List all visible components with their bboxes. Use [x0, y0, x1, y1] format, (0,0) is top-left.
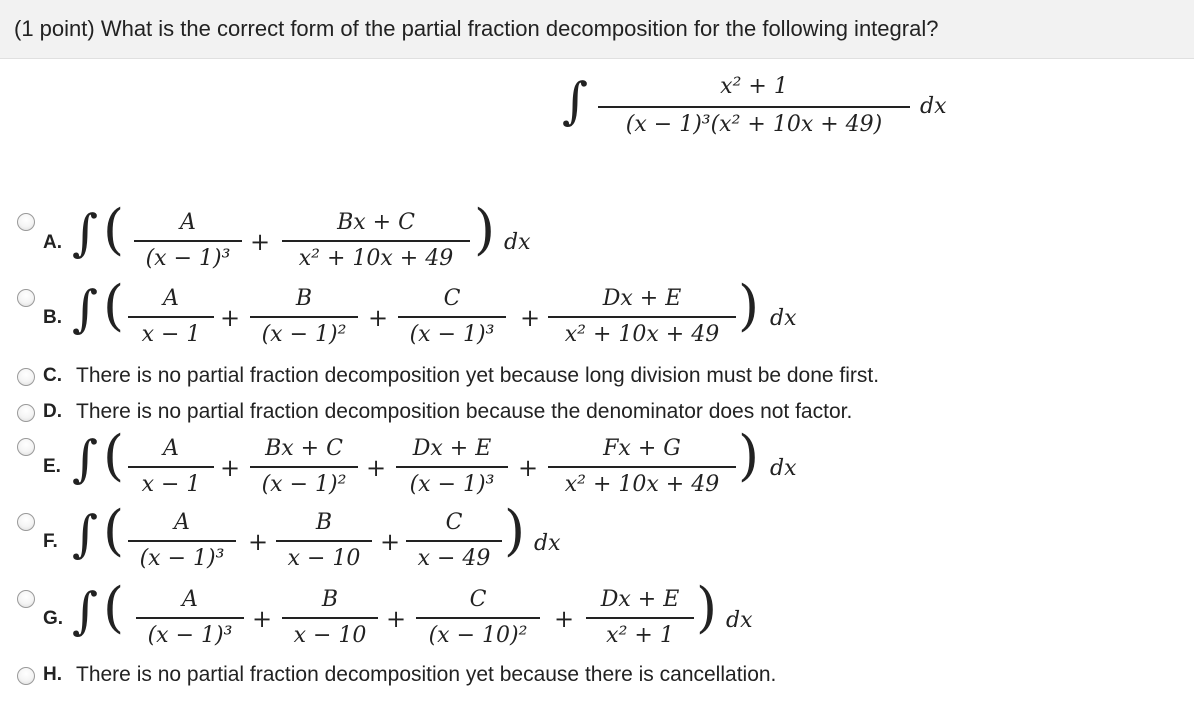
integral-sign: ∫ — [72, 582, 99, 640]
right-paren: ) — [738, 424, 760, 487]
option-g-term-4: Dx + E x² + 1 — [586, 585, 694, 655]
option-e-letter: E. — [43, 456, 61, 477]
integral-sign: ∫ — [72, 505, 99, 563]
option-g-letter: G. — [43, 608, 64, 629]
main-numerator: x² + 1 — [720, 74, 788, 99]
radio-option-b[interactable] — [17, 289, 35, 307]
option-h-letter: H. — [43, 664, 62, 685]
option-b-dx: dx — [770, 306, 797, 331]
option-f-term-2: B x − 10 — [276, 508, 372, 578]
left-paren: ( — [103, 424, 125, 487]
option-e-term-3: Dx + E (x − 1)³ — [396, 434, 508, 504]
option-e-term-1: A x − 1 — [128, 434, 214, 504]
main-denominator: (x − 1)³(x² + 10x + 49) — [625, 112, 883, 137]
option-b-term-1: A x − 1 — [128, 284, 214, 354]
main-dx: dx — [920, 94, 947, 119]
option-h-text: There is no partial fraction decomposition yet because there is cancellation. — [76, 663, 777, 686]
right-paren: ) — [474, 198, 496, 261]
plus-sign: + — [250, 228, 271, 256]
plus-sign: + — [220, 304, 241, 332]
radio-option-f[interactable] — [17, 513, 35, 531]
plus-sign: + — [518, 454, 539, 482]
option-c-letter: C. — [43, 365, 62, 386]
radio-option-d[interactable] — [17, 404, 35, 422]
plus-sign: + — [366, 454, 387, 482]
radio-option-h[interactable] — [17, 667, 35, 685]
option-b-term-2: B (x − 1)² — [250, 284, 358, 354]
plus-sign: + — [368, 304, 389, 332]
integral-sign: ∫ — [72, 430, 99, 488]
plus-sign: + — [554, 605, 575, 633]
option-d-text: There is no partial fraction decomposition because the denominator does not factor. — [76, 400, 853, 423]
option-g-term-2: B x − 10 — [282, 585, 378, 655]
option-b-term-4: Dx + E x² + 10x + 49 — [548, 284, 736, 354]
plus-sign: + — [520, 304, 541, 332]
option-g-term-3: C (x − 10)² — [416, 585, 540, 655]
right-paren: ) — [504, 499, 526, 562]
option-a-term-2: Bx + C x² + 10x + 49 — [282, 208, 470, 278]
main-fraction — [598, 72, 910, 148]
plus-sign: + — [248, 528, 269, 556]
integral-sign: ∫ — [562, 72, 589, 130]
option-b-term-3: C (x − 1)³ — [398, 284, 506, 354]
radio-option-c[interactable] — [17, 368, 35, 386]
plus-sign: + — [386, 605, 407, 633]
option-e-term-4: Fx + G x² + 10x + 49 — [548, 434, 736, 504]
option-a-term-1: A (x − 1)³ — [134, 208, 242, 278]
option-f-letter: F. — [43, 531, 58, 552]
integral-sign: ∫ — [72, 280, 99, 338]
option-f-term-3: C x − 49 — [406, 508, 502, 578]
option-b-letter: B. — [43, 307, 62, 328]
right-paren: ) — [738, 274, 760, 337]
radio-option-a[interactable] — [17, 213, 35, 231]
plus-sign: + — [220, 454, 241, 482]
left-paren: ( — [103, 274, 125, 337]
option-f-term-1: A (x − 1)³ — [128, 508, 236, 578]
option-f-dx: dx — [534, 531, 561, 556]
option-e-term-2: Bx + C (x − 1)² — [250, 434, 358, 504]
option-g-term-1: A (x − 1)³ — [136, 585, 244, 655]
integral-sign: ∫ — [72, 204, 99, 262]
plus-sign: + — [252, 605, 273, 633]
plus-sign: + — [380, 528, 401, 556]
left-paren: ( — [103, 198, 125, 261]
radio-option-e[interactable] — [17, 438, 35, 456]
left-paren: ( — [103, 499, 125, 562]
radio-option-g[interactable] — [17, 590, 35, 608]
question-text: (1 point) What is the correct form of the partial fraction decomposition for the following integral? — [14, 16, 939, 41]
option-g-dx: dx — [726, 608, 753, 633]
option-a-letter: A. — [43, 232, 62, 253]
option-e-dx: dx — [770, 456, 797, 481]
left-paren: ( — [103, 576, 125, 639]
option-a-dx: dx — [504, 230, 531, 255]
right-paren: ) — [696, 576, 718, 639]
option-d-letter: D. — [43, 401, 62, 422]
option-c-text: There is no partial fraction decomposition yet because long division must be done first. — [76, 364, 880, 387]
